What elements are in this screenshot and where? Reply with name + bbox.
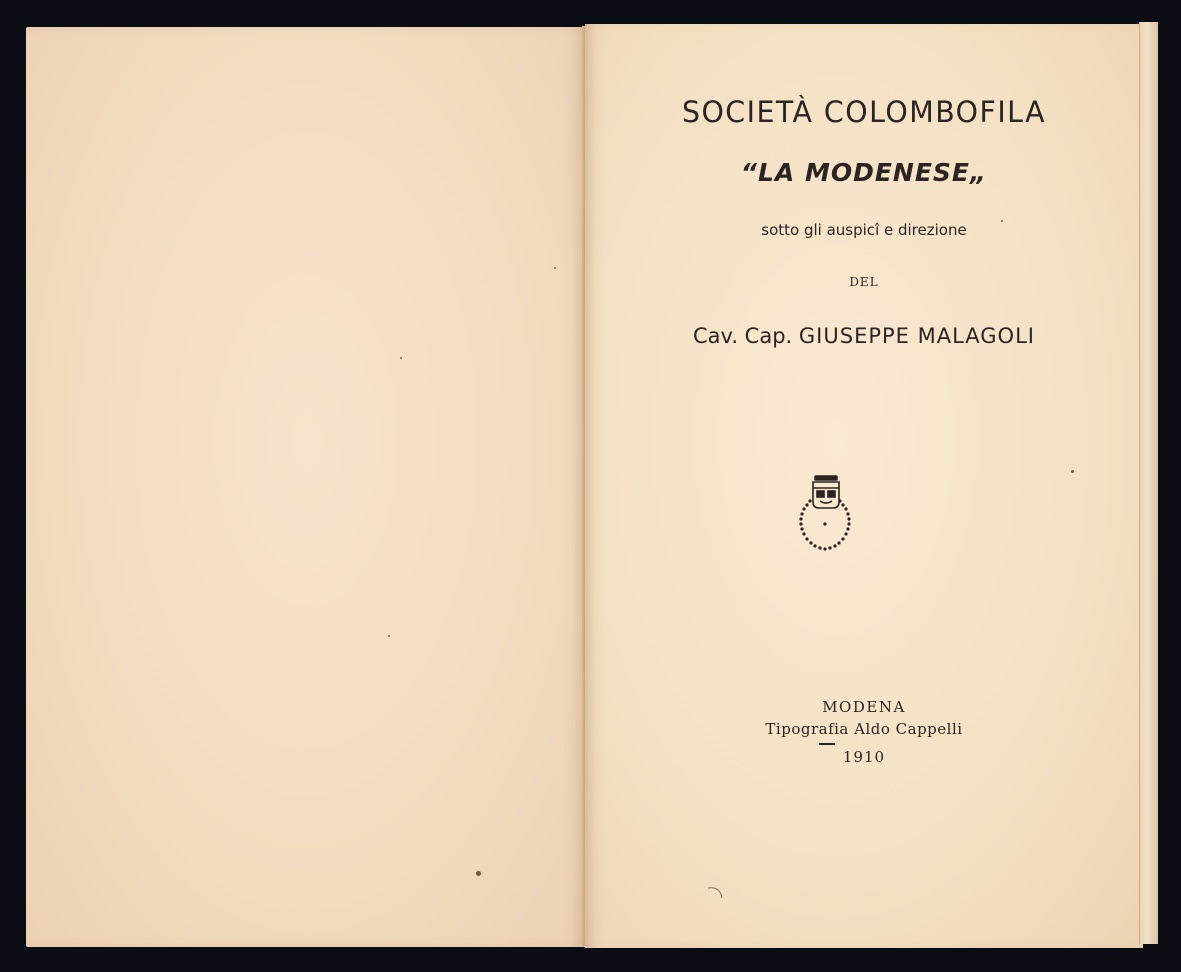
paper-speck	[388, 635, 390, 637]
pencil-mark	[704, 884, 726, 906]
paper-speck	[400, 357, 402, 359]
imprint-printer: Tipografia Aldo Cappelli	[765, 720, 963, 738]
paper-speck	[476, 871, 481, 876]
person-line	[585, 324, 1143, 348]
paper-speck	[1071, 470, 1074, 473]
left-blank-page	[26, 27, 587, 947]
imprint-rule	[819, 743, 835, 745]
person-name: GIUSEPPE MALAGOLI	[798, 324, 1035, 348]
printer-mark-icon	[790, 472, 860, 556]
society-heading: SOCIETÀ COLOMBOFILA	[681, 95, 1047, 129]
society-name: “LA MODENESE„	[740, 158, 988, 187]
imprint-year: 1910	[842, 748, 886, 766]
dotted-ring	[799, 499, 850, 550]
auspices-line: sotto gli auspicî e direzione	[761, 221, 967, 239]
paper-speck	[554, 267, 556, 269]
del-line: DEL	[849, 275, 879, 289]
imprint-city: MODENA	[822, 698, 906, 716]
person-prefix: Cav. Cap.	[693, 324, 793, 348]
